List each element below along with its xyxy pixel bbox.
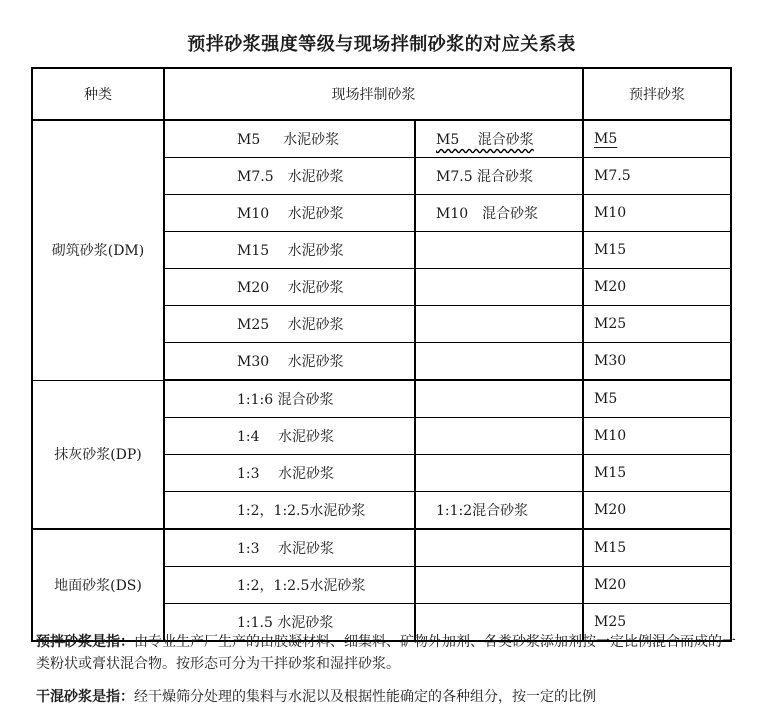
note-text: 经干燥筛分处理的集料与水泥以及根据性能确定的各种组分，按一定的比例 [134, 689, 596, 705]
site-mixed-mortar-cell [415, 529, 583, 567]
premix-grade-cell: M5 [583, 380, 731, 418]
table-row [32, 380, 731, 418]
note-premix-definition [36, 631, 736, 675]
site-mortar-cell: M15 水泥砂浆 [164, 232, 415, 269]
header-kind: 种类 [32, 68, 164, 120]
site-mortar-cell: 1:4 水泥砂浆 [164, 418, 415, 455]
premix-grade-cell: M15 [583, 455, 731, 492]
site-mortar-cell: 1:3 水泥砂浆 [164, 529, 415, 567]
site-mixed-mortar-cell [415, 343, 583, 381]
premix-grade-cell: M10 [583, 418, 731, 455]
premix-grade-cell: M20 [583, 567, 731, 604]
table-row [32, 120, 731, 158]
premix-grade-cell: M15 [583, 232, 731, 269]
premix-grade-cell: M20 [583, 269, 731, 306]
note-term: 预拌砂浆是指： [36, 634, 134, 650]
site-mixed-mortar-cell: 1:1:2混合砂浆 [415, 492, 583, 530]
note-term: 干混砂浆是指： [36, 689, 134, 705]
site-mixed-mortar-cell: M10 混合砂浆 [415, 195, 583, 232]
site-mixed-mortar-cell [415, 418, 583, 455]
site-mixed-mortar-cell [415, 306, 583, 343]
table-header-row [32, 68, 731, 120]
site-mixed-mortar-cell [415, 269, 583, 306]
table-row [32, 529, 731, 567]
site-mixed-mortar-cell [415, 232, 583, 269]
premix-grade-cell: M10 [583, 195, 731, 232]
site-mortar-cell: 1:2，1:2.5水泥砂浆 [164, 492, 415, 530]
site-mixed-mortar-cell [415, 455, 583, 492]
site-mortar-cell: M7.5 水泥砂浆 [164, 158, 415, 195]
kind-cell-masonry: 砌筑砂浆(DM) [32, 120, 164, 380]
header-premixed: 预拌砂浆 [583, 68, 731, 120]
site-mortar-cell: 1:1.5 水泥砂浆 [164, 604, 415, 642]
kind-cell-plaster: 抹灰砂浆(DP) [32, 380, 164, 529]
site-mixed-mortar-cell [415, 567, 583, 604]
premix-grade-cell: M25 [583, 604, 731, 642]
note-text: 由专业生产厂生产的由胶凝材料、细集料、矿物外加剂、各类砂浆添加剂按一定比例混合而成的一类粉状或膏状混合物。按形态可分为干拌砂浆和湿拌砂浆。 [36, 634, 736, 672]
site-mortar-cell: M20 水泥砂浆 [164, 269, 415, 306]
site-mortar-cell: M30 水泥砂浆 [164, 343, 415, 381]
site-mixed-mortar-cell: M7.5 混合砂浆 [415, 158, 583, 195]
site-mortar-cell: 1:1:6 混合砂浆 [164, 380, 415, 418]
site-mixed-mortar-cell [415, 380, 583, 418]
premix-grade-cell: M5 [583, 120, 731, 158]
site-mortar-cell: 1:3 水泥砂浆 [164, 455, 415, 492]
kind-cell-floor: 地面砂浆(DS) [32, 529, 164, 641]
site-mortar-cell: M5 水泥砂浆 [164, 120, 415, 158]
header-site-mixed: 现场拌制砂浆 [164, 68, 583, 120]
premix-grade-cell: M30 [583, 343, 731, 381]
site-mortar-cell: 1:2，1:2.5水泥砂浆 [164, 567, 415, 604]
site-mixed-mortar-cell: M5 混合砂浆 [415, 120, 583, 158]
page-title: 预拌砂浆强度等级与现场拌制砂浆的对应关系表 [187, 34, 576, 55]
premix-grade-cell: M20 [583, 492, 731, 530]
note-dry-mix-definition [36, 686, 736, 708]
mortar-correspondence-table [31, 67, 732, 642]
premix-grade-cell: M25 [583, 306, 731, 343]
site-mortar-cell: M10 水泥砂浆 [164, 195, 415, 232]
premix-grade-cell: M7.5 [583, 158, 731, 195]
premix-grade-cell: M15 [583, 529, 731, 567]
site-mortar-cell: M25 水泥砂浆 [164, 306, 415, 343]
